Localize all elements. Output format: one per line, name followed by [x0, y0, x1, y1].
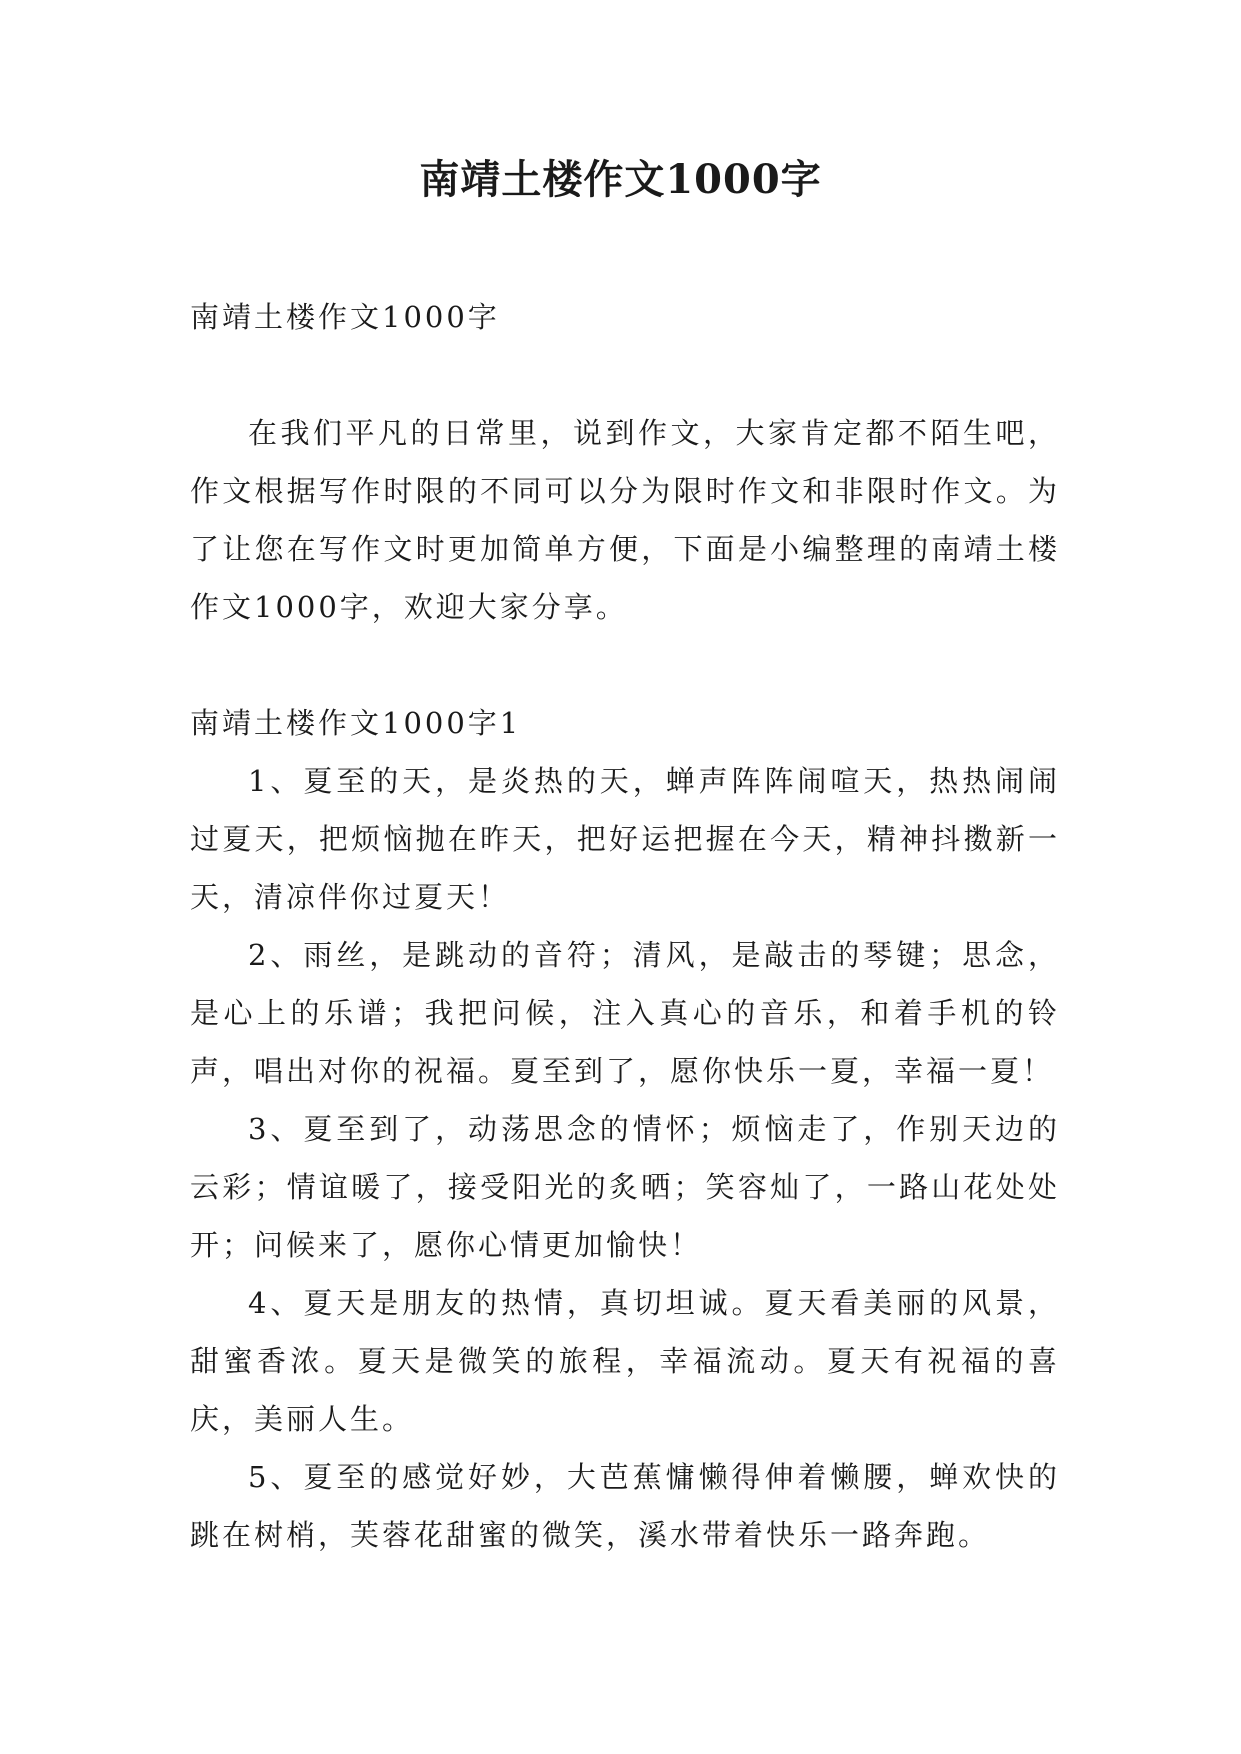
intro-paragraph: [190, 404, 1060, 636]
item-list: [190, 752, 1060, 1564]
list-item: 1、夏至的天，是炎热的天，蝉声阵阵闹喧天，热热闹闹过夏天，把烦恼抛在昨天，把好运把握在今天，精神抖擞新一天，清凉伴你过夏天！: [190, 764, 1060, 914]
section-heading: [190, 694, 1060, 752]
list-item: 4、夏天是朋友的热情，真切坦诚。夏天看美丽的风景，甜蜜香浓。夏天是微笑的旅程，幸福流动。夏天有祝福的喜庆，美丽人生。: [190, 1286, 1060, 1436]
list-item: 2、雨丝，是跳动的音符；清风，是敲击的琴键；思念，是心上的乐谱；我把问候，注入真心的音乐，和着手机的铃声，唱出对你的祝福。夏至到了，愿你快乐一夏，幸福一夏！: [190, 938, 1060, 1088]
subtitle-text: 南靖土楼作文1000字: [190, 300, 500, 334]
list-item: 3、夏至到了，动荡思念的情怀；烦恼走了，作别天边的云彩；情谊暖了，接受阳光的炙晒；笑容灿了，一路山花处处开；问候来了，愿你心情更加愉快！: [190, 1112, 1060, 1262]
intro-text: 在我们平凡的日常里，说到作文，大家肯定都不陌生吧，作文根据写作时限的不同可以分为限时作文和非限时作文。为了让您在写作文时更加简单方便，下面是小编整理的南靖土楼作文1000字，欢迎大家分享。: [190, 416, 1060, 624]
section-heading-text: 南靖土楼作文1000字1: [190, 706, 522, 740]
document-title: 南靖土楼作文1000字: [419, 156, 822, 203]
document-subtitle: [190, 288, 1060, 346]
list-item: 5、夏至的感觉好妙，大芭蕉慵懒得伸着懒腰，蝉欢快的跳在树梢，芙蓉花甜蜜的微笑，溪水带着快乐一路奔跑。: [190, 1460, 1060, 1552]
